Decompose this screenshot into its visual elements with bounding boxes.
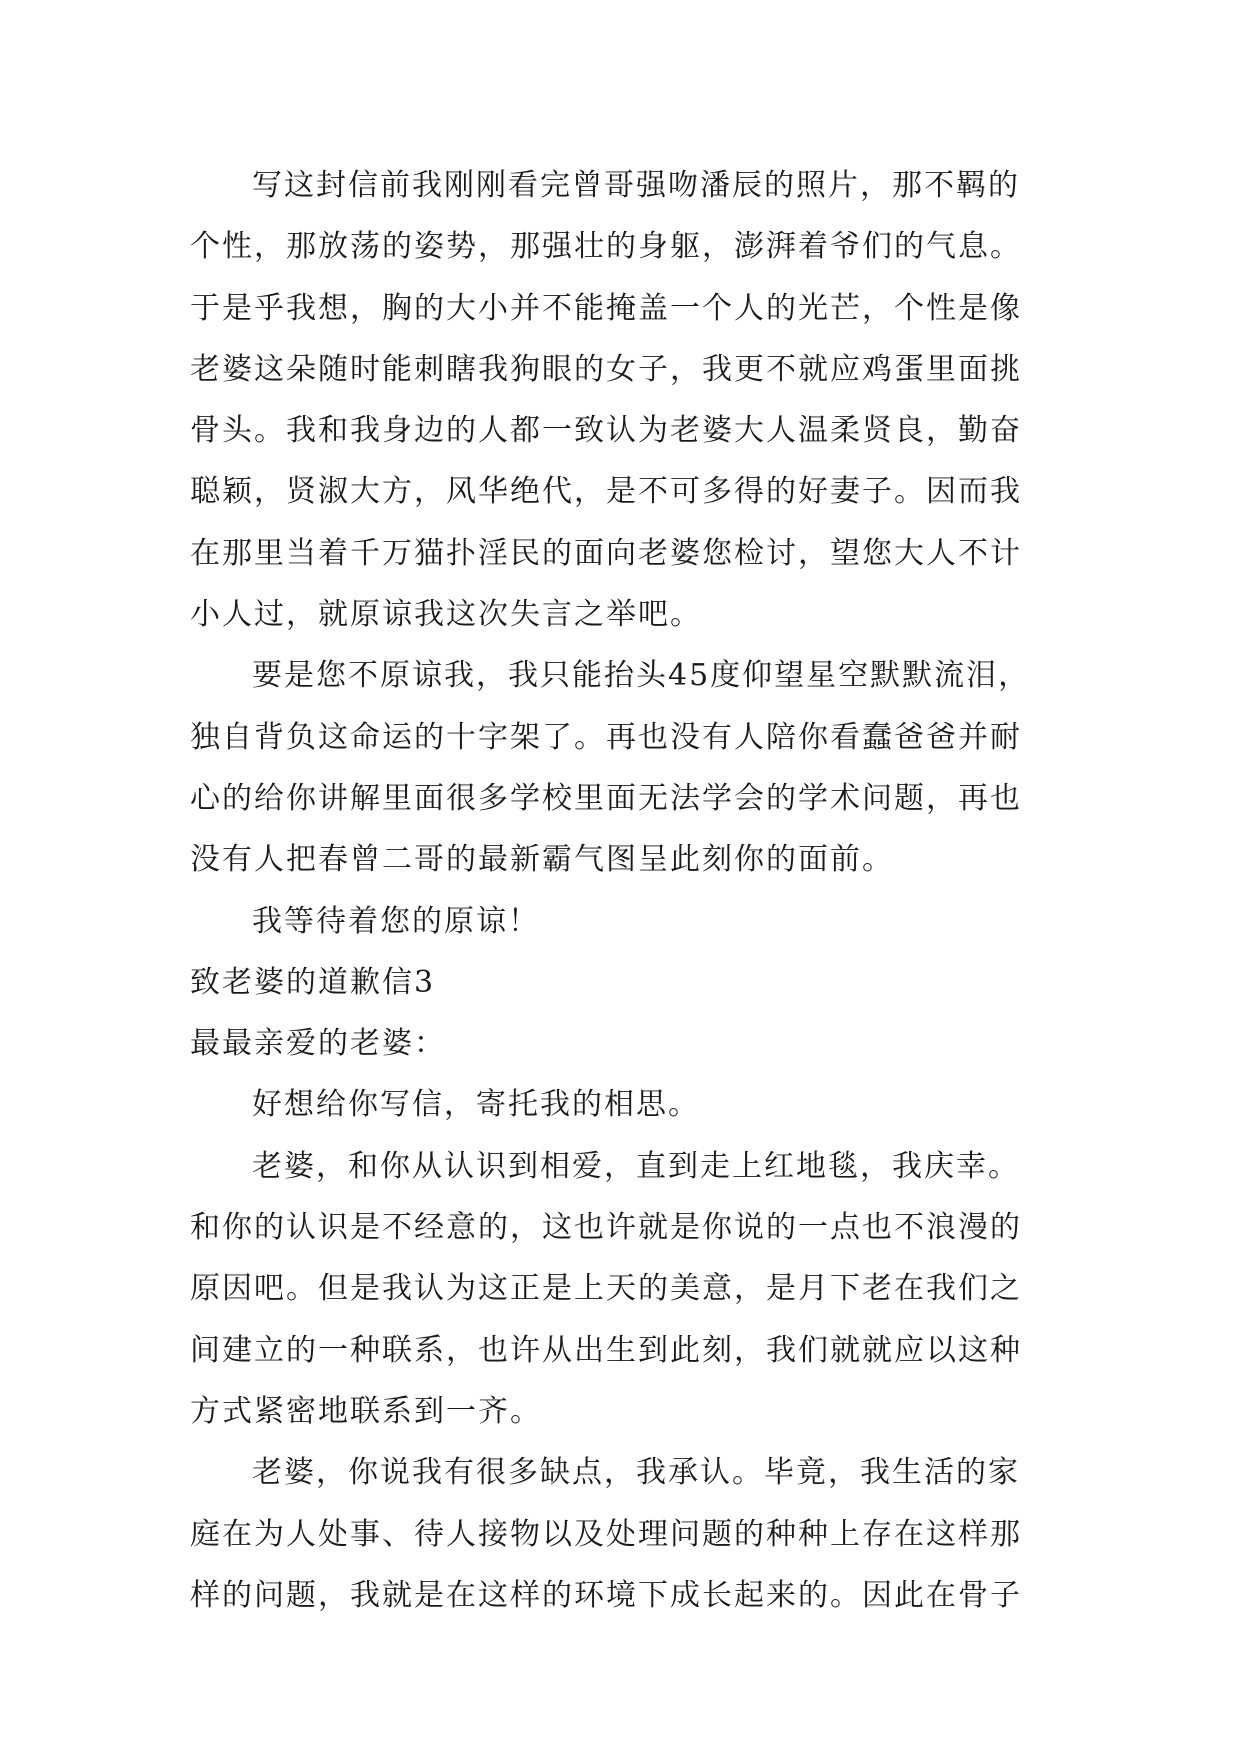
text-line: 小人过，就原谅我这次失言之举吧。	[190, 597, 702, 633]
text-line: 心的给你讲解里面很多学校里面无法学会的学术问题，再也	[190, 780, 1022, 816]
text-line: 在那里当着千万猫扑淫民的面向老婆您检讨，望您大人不计	[190, 535, 1022, 571]
text-line: 好想给你写信，寄托我的相思。	[252, 1087, 700, 1123]
letter-body	[190, 155, 1070, 1626]
text-line: 独自背负这命运的十字架了。再也没有人陪你看蠢爸爸并耐	[190, 719, 1022, 755]
text-line: 聪颖，贤淑大方，风华绝代，是不可多得的好妻子。因而我	[190, 474, 1022, 510]
text-line: 间建立的一种联系，也许从出生到此刻，我们就就应以这种	[190, 1332, 1022, 1368]
text-line: 没有人把春曾二哥的最新霸气图呈此刻你的面前。	[190, 842, 894, 878]
text-line: 于是乎我想，胸的大小并不能掩盖一个人的光芒，个性是像	[190, 290, 1022, 326]
text-line: 庭在为人处事、待人接物以及处理问题的种种上存在这样那	[190, 1516, 1022, 1552]
text-line: 要是您不原谅我，我只能抬头45度仰望星空默默流泪，	[252, 658, 1031, 694]
text-line: 和你的认识是不经意的，这也许就是你说的一点也不浪漫的	[190, 1210, 1022, 1246]
text-line: 老婆，你说我有很多缺点，我承认。毕竟，我生活的家	[252, 1455, 1020, 1491]
text-line: 致老婆的道歉信3	[190, 964, 436, 1000]
text-line: 我等待着您的原谅！	[252, 903, 540, 939]
text-line: 样的问题，我就是在这样的环境下成长起来的。因此在骨子	[190, 1577, 1022, 1613]
text-line: 最最亲爱的老婆：	[190, 1026, 446, 1062]
text-line: 个性，那放荡的姿势，那强壮的身躯，澎湃着爷们的气息。	[190, 229, 1022, 265]
text-line: 老婆，和你从认识到相爱，直到走上红地毯，我庆幸。	[252, 1148, 1020, 1184]
text-line: 骨头。我和我身边的人都一致认为老婆大人温柔贤良，勤奋	[190, 413, 1022, 449]
text-line: 老婆这朵随时能刺瞎我狗眼的女子，我更不就应鸡蛋里面挑	[190, 351, 1022, 387]
text-line: 方式紧密地联系到一齐。	[190, 1393, 542, 1429]
text-line: 原因吧。但是我认为这正是上天的美意，是月下老在我们之	[190, 1271, 1022, 1307]
text-line: 写这封信前我刚刚看完曾哥强吻潘辰的照片，那不羁的	[252, 168, 1020, 203]
